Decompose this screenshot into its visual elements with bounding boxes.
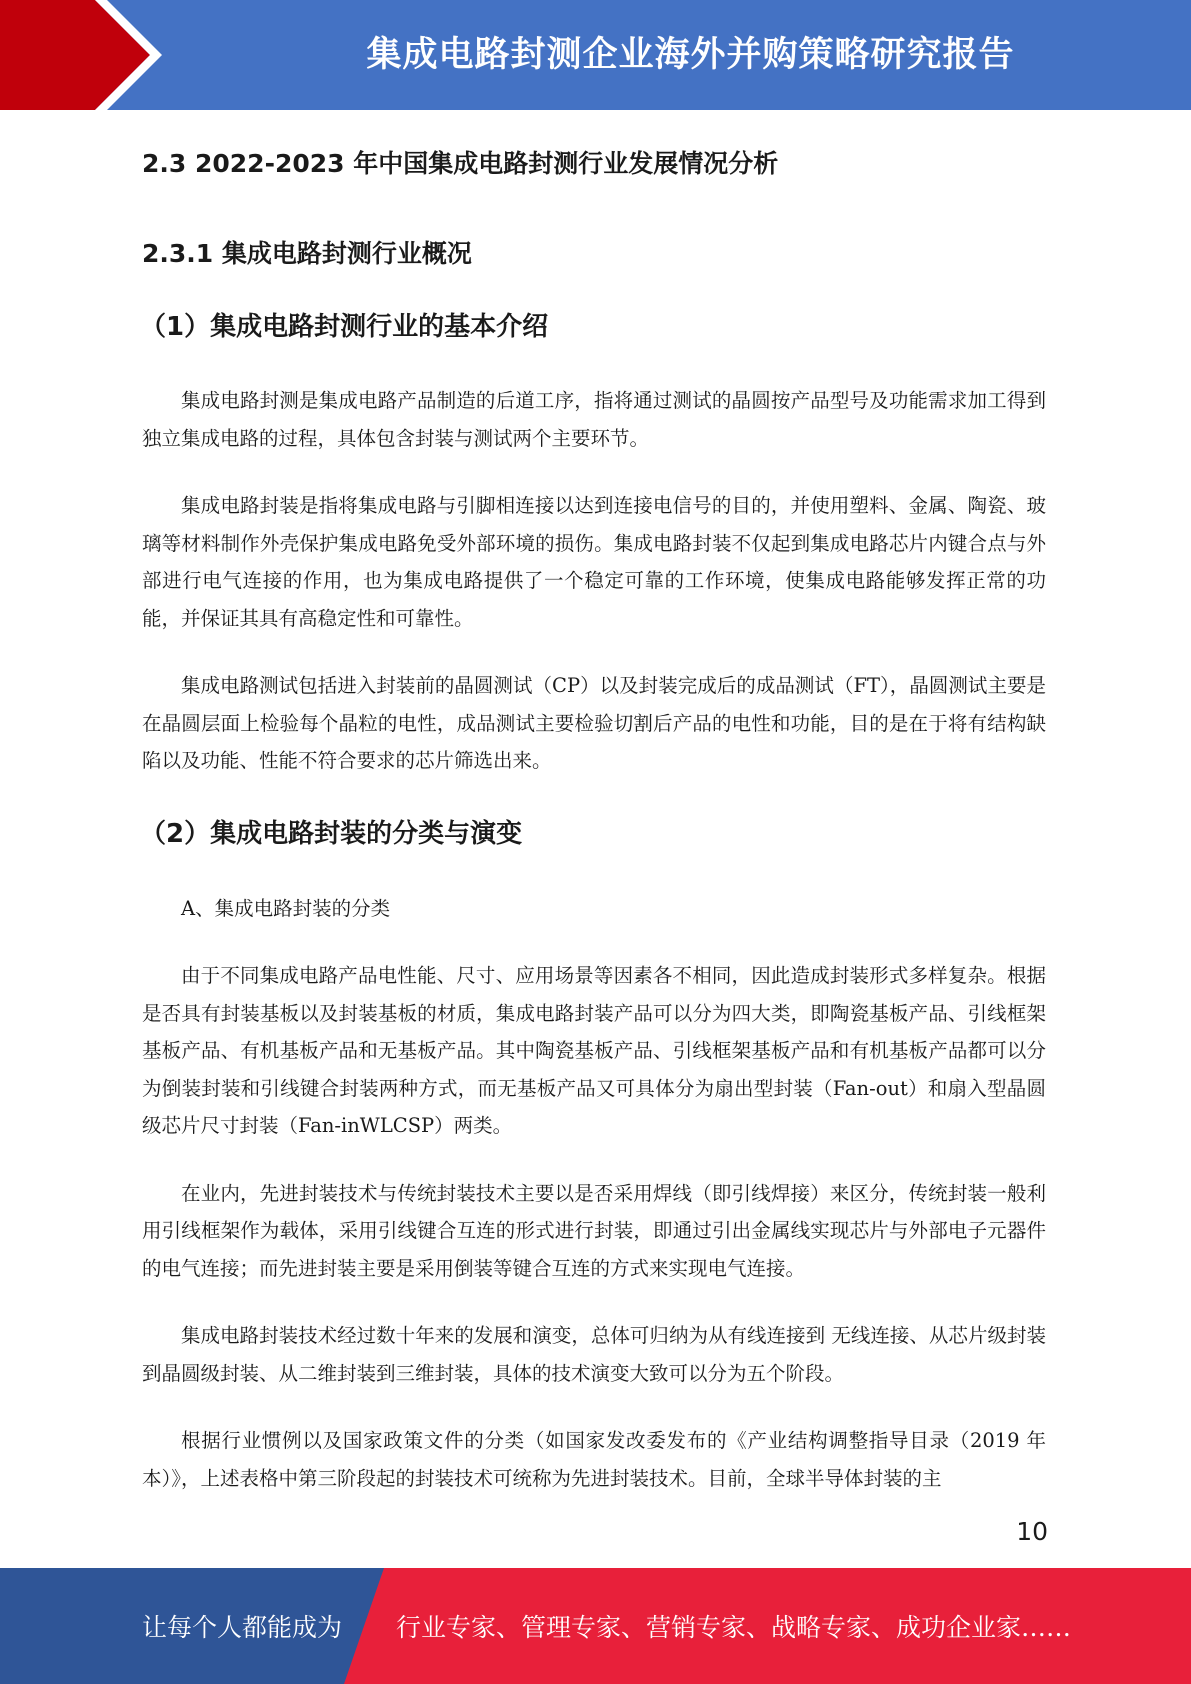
page-number: 10 — [1016, 1517, 1048, 1546]
subheading-classification: A、集成电路封装的分类 — [181, 896, 391, 920]
footer-slogan-right: 行业专家、管理专家、营销专家、战略专家、成功企业家…… — [396, 1613, 1072, 1642]
paragraph: 集成电路封装技术经过数十年来的发展和演变，总体可归纳为从有线连接到 无线连接、从芯片级封装到晶圆级封装、从二维封装到三维封装，具体的技术演变大致可以分为五个阶段。 — [142, 1324, 1046, 1385]
section-title: 2.3 2022-2023 年中国集成电路封测行业发展情况分析 — [142, 149, 779, 178]
report-title: 集成电路封测企业海外并购策略研究报告 — [366, 35, 1015, 75]
heading-classification-evolution: （2）集成电路封装的分类与演变 — [140, 819, 523, 849]
paragraph: 根据行业惯例以及国家政策文件的分类（如国家发改委发布的《产业结构调整指导目录（2019 年本）》，上述表格中第三阶段起的封装技术可统称为先进封装技术。目前，全球半导体封装的主 — [142, 1429, 1046, 1490]
heading-basic-introduction: （1）集成电路封测行业的基本介绍 — [140, 311, 549, 342]
paragraph: 集成电路封测是集成电路产品制造的后道工序，指将通过测试的晶圆按产品型号及功能需求加工得到独立集成电路的过程，具体包含封装与测试两个主要环节。 — [142, 389, 1046, 450]
footer-slogan-left: 让每个人都能成为 — [142, 1613, 343, 1642]
subsection-title: 2.3.1 集成电路封测行业概况 — [142, 239, 472, 268]
paragraph: 集成电路封装是指将集成电路与引脚相连接以达到连接电信号的目的，并使用塑料、金属、陶瓷、玻璃等材料制作外壳保护集成电路免受外部环境的损伤。集成电路封装不仅起到集成电路芯片内键合点与外部进行电气连接的作用，也为集成电路提供了一个稳定可靠的工作环境，使集成电路能够发挥正常的功能，并保证其具有高稳定性和可靠性。 — [142, 494, 1046, 630]
page-content — [142, 118, 1046, 1497]
page-header — [0, 0, 1191, 110]
paragraph: 由于不同集成电路产品电性能、尺寸、应用场景等因素各不相同，因此造成封装形式多样复杂。根据是否具有封装基板以及封装基板的材质，集成电路封装产品可以分为四大类，即陶瓷基板产品、引线框架基板产品、有机基板产品和无基板产品。其中陶瓷基板产品、引线框架基板产品和有机基板产品都可以分为倒装封装和引线键合封装两种方式，而无基板产品又可具体分为扇出型封装（Fan-out）和扇入型晶圆级芯片尺寸封装（Fan-inWLCSP）两类。 — [142, 964, 1046, 1137]
page-footer — [0, 1568, 1191, 1684]
paragraph: 在业内，先进封装技术与传统封装技术主要以是否采用焊线（即引线焊接）来区分，传统封装一般利用引线框架作为载体，采用引线键合互连的形式进行封装，即通过引出金属线实现芯片与外部电子元器件的电气连接；而先进封装主要是采用倒装等键合互连的方式来实现电气连接。 — [142, 1181, 1046, 1280]
paragraph: 集成电路测试包括进入封装前的晶圆测试（CP）以及封装完成后的成品测试（FT），晶圆测试主要是在晶圆层面上检验每个晶粒的电性，成品测试主要检验切割后产品的电性和功能，目的是在于将有结构缺陷以及功能、性能不符合要求的芯片筛选出来。 — [142, 674, 1046, 772]
